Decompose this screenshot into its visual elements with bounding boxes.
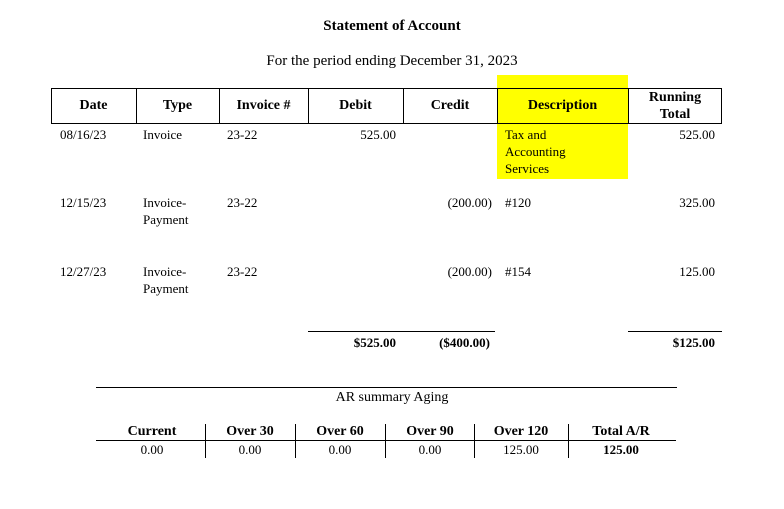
aging-header-over-120: Over 120: [493, 424, 549, 439]
row3-running-total: 125.00: [679, 264, 715, 279]
aging-top-rule: [96, 387, 677, 388]
total-debit: $525.00: [353, 335, 396, 350]
row3-desc-line1: #154: [505, 264, 531, 279]
running-total-header-line2: Total: [659, 107, 691, 122]
row2-desc-line1: #120: [505, 195, 531, 210]
row1-debit: 525.00: [360, 127, 396, 142]
aging-header-total-ar: Total A/R: [592, 424, 650, 439]
aging-value-over-60: 0.00: [328, 442, 352, 457]
row2-type-line1: Invoice-: [143, 195, 187, 210]
totals-rule: [308, 331, 495, 332]
aging-divider: [474, 424, 475, 458]
aging-divider: [385, 424, 386, 458]
row3-type-line1: Invoice-: [143, 264, 187, 279]
row1-type: [143, 126, 182, 143]
totals-rule: [628, 331, 722, 332]
row1-desc-line1: Tax and: [505, 127, 547, 142]
row1-invoice: 23-22: [227, 127, 258, 142]
row2-date: 12/15/23: [60, 195, 107, 210]
row3-date: 12/27/23: [60, 264, 107, 279]
aging-title: AR summary Aging: [335, 390, 449, 405]
aging-header-current: Current: [127, 424, 177, 439]
column-header-running-total: [628, 89, 722, 123]
row2-type: [143, 194, 189, 228]
row1-desc-line3: Services: [505, 161, 550, 176]
aging-value-total-ar: 125.00: [603, 442, 639, 457]
row1-desc-line2: Accounting: [505, 144, 566, 159]
aging-value-over-120: 125.00: [503, 442, 539, 457]
total-running: $125.00: [672, 335, 715, 350]
aging-header-over-60: Over 60: [316, 424, 364, 439]
aging-value-current: 0.00: [140, 442, 164, 457]
row1-date: 08/16/23: [60, 127, 107, 142]
row3-description: [505, 263, 531, 280]
aging-divider: [205, 424, 206, 458]
row2-running-total: 325.00: [679, 195, 715, 210]
aging-divider: [295, 424, 296, 458]
row2-description: [505, 194, 531, 211]
total-credit: ($400.00): [439, 335, 490, 350]
column-header-type: Type: [162, 98, 193, 113]
aging-header-over-30: Over 30: [226, 424, 274, 439]
row1-description: [505, 126, 566, 177]
row3-type: [143, 263, 189, 297]
aging-header-over-90: Over 90: [406, 424, 454, 439]
aging-header-rule: [96, 440, 676, 441]
row1-type-line1: Invoice: [143, 127, 182, 142]
row1-running-total: 525.00: [679, 127, 715, 142]
row3-invoice: 23-22: [227, 264, 258, 279]
column-header-credit: Credit: [430, 98, 470, 113]
column-header-debit: Debit: [339, 98, 372, 113]
aging-divider: [568, 424, 569, 458]
row2-type-line2: Payment: [143, 212, 189, 227]
row3-type-line2: Payment: [143, 281, 189, 296]
row2-invoice: 23-22: [227, 195, 258, 210]
column-header-description: Description: [527, 98, 598, 113]
row3-credit: (200.00): [447, 264, 492, 279]
statement-period: For the period ending December 31, 2023: [266, 53, 518, 69]
row2-credit: (200.00): [447, 195, 492, 210]
statement-title: Statement of Account: [323, 18, 461, 34]
aging-value-over-90: 0.00: [418, 442, 442, 457]
column-header-invoice: Invoice #: [236, 98, 291, 113]
column-header-date: Date: [79, 98, 108, 113]
aging-value-over-30: 0.00: [238, 442, 262, 457]
running-total-header-line1: Running: [648, 90, 702, 105]
